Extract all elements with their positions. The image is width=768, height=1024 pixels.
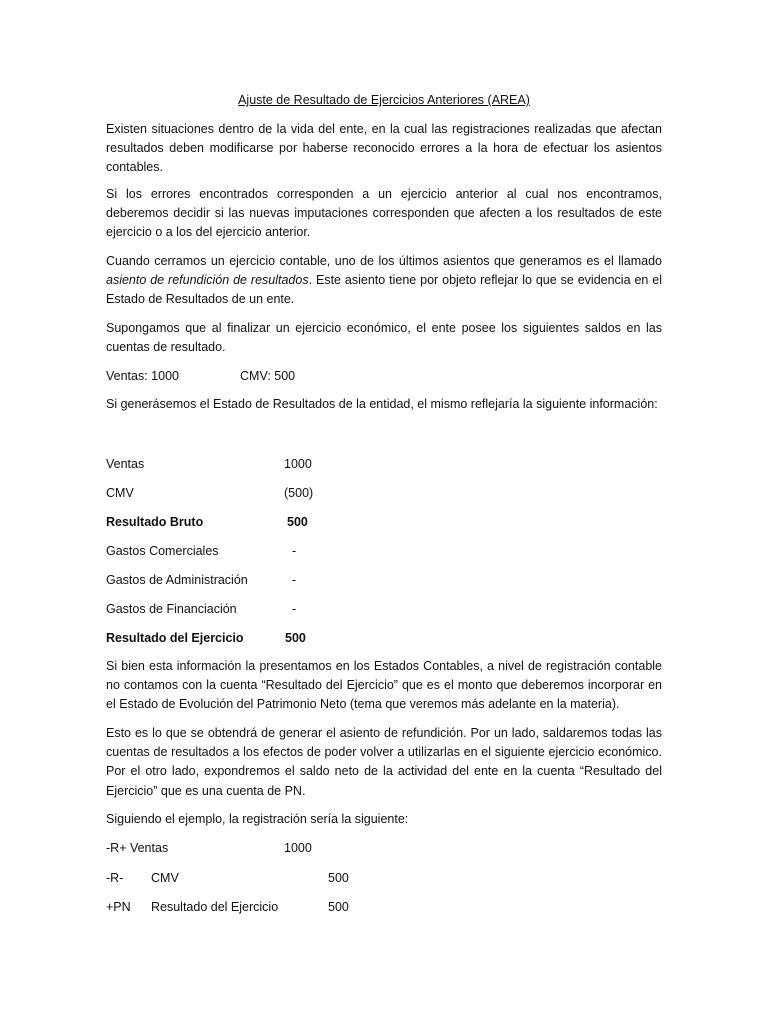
income-value: 500 <box>287 515 308 529</box>
paragraph-8: Siguiendo el ejemplo, la registración sería la siguiente: <box>106 812 409 826</box>
paragraph-5: Si generásemos el Estado de Resultados de la entidad, el mismo reflejaría la siguiente información: <box>106 397 658 411</box>
income-label: Gastos Comerciales <box>106 544 219 558</box>
income-row <box>106 600 662 618</box>
income-value: 1000 <box>284 457 312 471</box>
journal-row <box>106 869 662 887</box>
income-label: CMV <box>106 486 134 500</box>
income-label: Gastos de Financiación <box>106 602 237 616</box>
journal-credit: 500 <box>328 871 349 885</box>
income-label: Ventas <box>106 457 145 471</box>
income-label: Resultado Bruto <box>106 515 204 529</box>
journal-account: CMV <box>151 871 179 885</box>
paragraph-6: Si bien esta información la presentamos en los Estados Contables, a nivel de registración contable no contamos con la cuenta “Resultado del Ejercicio” que es el monto que deberemos incorporar en el Estado de Evolución del Patrimonio Neto (tema que veremos más adelante en la materia). <box>106 659 662 712</box>
document-title: Ajuste de Resultado de Ejercicios Anteriores (AREA) <box>238 93 530 107</box>
balance-cmv: CMV: 500 <box>240 369 296 383</box>
journal-account: Resultado del Ejercicio <box>151 900 279 914</box>
balance-ventas: Ventas: 1000 <box>106 369 179 383</box>
paragraph-7: Esto es lo que se obtendrá de generar el asiento de refundición. Por un lado, saldaremos todas las cuentas de resultados a los efectos de poder volver a utilizarlas en el siguiente ejercicio económico. Por el otro lado, expondremos el saldo neto de la actividad del ente en la cuenta “Resultado del Ejercicio” que es una cuenta de PN. <box>106 726 662 798</box>
journal-row <box>106 898 662 916</box>
journal-account: -R+ Ventas <box>106 841 169 855</box>
journal-row <box>106 839 662 857</box>
income-value: - <box>292 602 297 616</box>
journal-debit: 1000 <box>284 841 312 855</box>
income-value: - <box>292 544 297 558</box>
journal-sign: -R- <box>106 871 124 885</box>
balances-line <box>106 367 662 385</box>
income-row <box>106 571 662 589</box>
paragraph-3-text-b: . Este asiento tiene por objeto reflejar lo que se evidencia en el Estado de Resultados de un ente. <box>106 273 662 307</box>
paragraph-3 <box>106 252 662 310</box>
paragraph-2: Si los errores encontrados corresponden a un ejercicio anterior al cual nos encontramos, deberemos decidir si las nuevas imputaciones corresponden que afecten a los resultados de este ejercicio o a los del ejercicio anterior. <box>106 187 662 240</box>
income-row <box>106 484 662 502</box>
income-row <box>106 542 662 560</box>
paragraph-4: Supongamos que al finalizar un ejercicio económico, el ente posee los siguientes saldos en las cuentas de resultado. <box>106 321 662 355</box>
income-row-subtotal <box>106 513 662 531</box>
paragraph-1: Existen situaciones dentro de la vida del ente, en la cual las registraciones realizadas que afectan resultados deben modificarse por haberse reconocido errores a la hora de efectuar los asientos contables. <box>106 122 662 175</box>
income-row-total <box>106 629 662 647</box>
income-value: - <box>292 573 297 587</box>
income-value: 500 <box>285 631 306 645</box>
income-row <box>106 455 662 473</box>
journal-credit: 500 <box>328 900 349 914</box>
income-label: Gastos de Administración <box>106 573 248 587</box>
paragraph-3-text-a: Cuando cerramos un ejercicio contable, uno de los últimos asientos que generamos es el llamado <box>106 254 662 268</box>
income-value: (500) <box>284 486 314 500</box>
income-label: Resultado del Ejercicio <box>106 631 244 645</box>
paragraph-3-italic: asiento de refundición de resultados <box>106 273 309 288</box>
journal-sign: +PN <box>106 900 131 914</box>
